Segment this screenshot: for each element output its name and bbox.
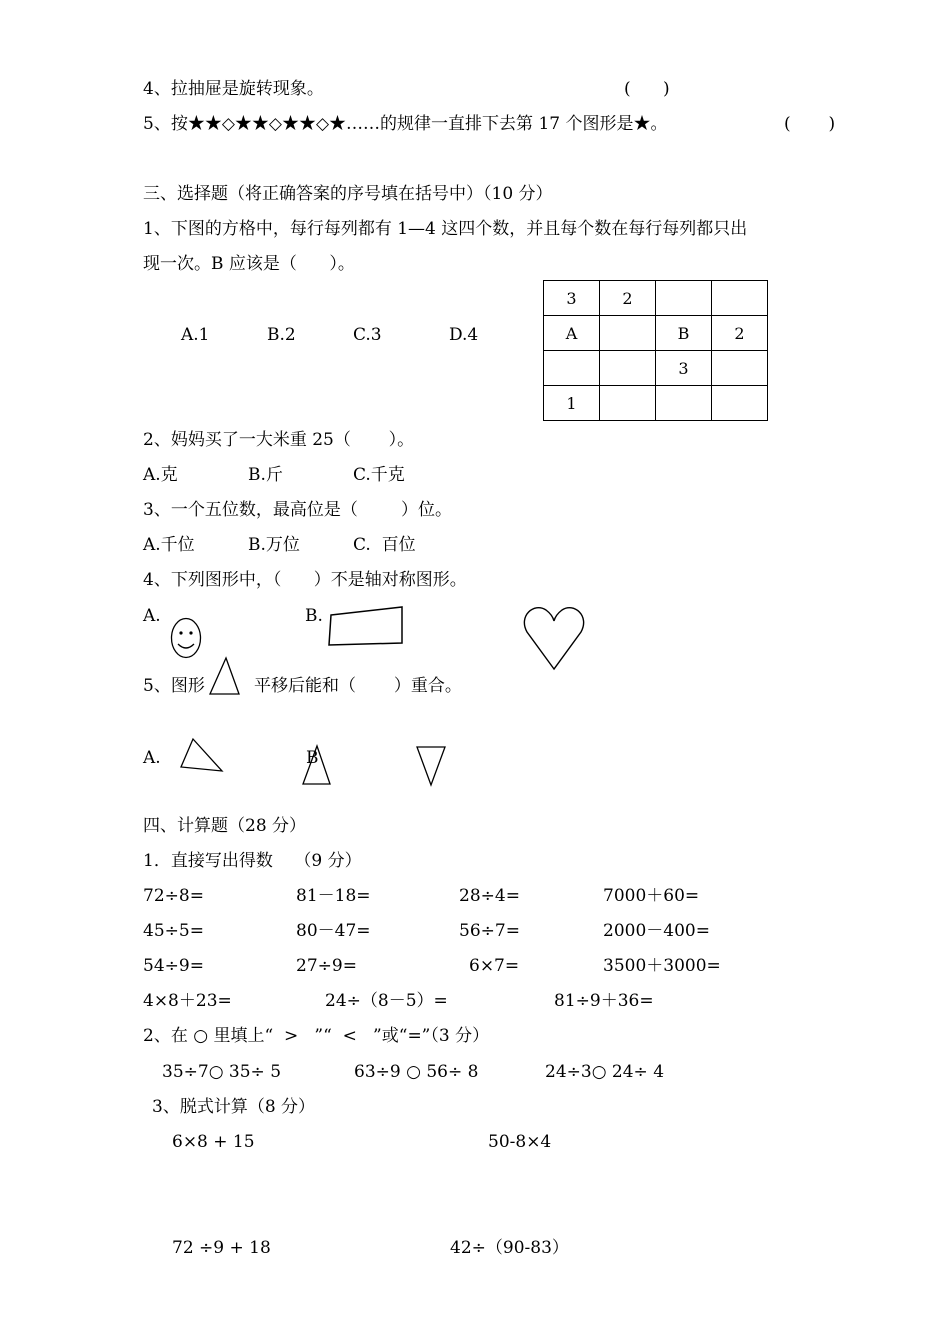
calc-item: 27÷9= [296,956,357,976]
grid-cell [712,351,768,386]
calc-heading: 四、计算题（28 分） [143,816,307,836]
grid-cell: A [544,316,600,351]
choice-q2: 2、妈妈买了一大米重 25（ ）。 [143,430,415,450]
compare-item[interactable]: 24÷3○ 24÷ 4 [545,1062,665,1082]
choice-q3-option-c[interactable]: C. 百位 [353,535,416,555]
calc-item: 7000＋60= [603,886,700,906]
judge-q4-answer-paren[interactable]: ( ) [624,79,670,99]
judge-q4: 4、拉抽屉是旋转现象。 [143,79,324,99]
grid-cell [600,316,656,351]
calc-item: 6×7= [469,956,520,976]
choice-q4: 4、下列图形中，（ ）不是轴对称图形。 [143,570,467,590]
step-calc-item: 6×8 + 15 [172,1132,255,1152]
calc-item: 24÷（8－5）= [325,991,448,1011]
choice-q5-option-a-label[interactable]: A. [143,748,161,768]
choice-q2-option-a[interactable]: A.克 [143,465,178,485]
choice-q1-option-a[interactable]: A.1 [181,325,210,345]
calc-item: 2000－400= [603,921,710,941]
grid-row [544,281,768,316]
calc-sub3: 3、脱式计算（8 分） [152,1097,316,1117]
choice-q4-option-b-label[interactable]: B. [305,606,323,626]
choice-q1-option-c[interactable]: C.3 [353,325,382,345]
grid-cell: B [656,316,712,351]
grid-cell [600,351,656,386]
choice-q2-option-b[interactable]: B.斤 [248,465,283,485]
rotated-triangle-shape [178,737,226,773]
choice-q1-option-b[interactable]: B.2 [267,325,296,345]
calc-item: 3500＋3000= [603,956,721,976]
choice-q5-suffix: 平移后能和（ ）重合。 [254,676,462,696]
calc-item: 81－18= [296,886,371,906]
smiley-face-icon [170,617,202,659]
calc-sub2: 2、在 ○ 里填上“ > ”“ < ”或“=”（3 分） [143,1026,490,1046]
calc-item: 54÷9= [143,956,204,976]
step-calc-item: 42÷（90-83） [450,1238,569,1258]
judge-q5: 5、按★★◇★★◇★★◇★……的规律一直排下去第 17 个图形是★。 [143,114,668,134]
calc-item: 4×8＋23= [143,991,232,1011]
grid-cell: 3 [656,351,712,386]
choice-q1-option-d[interactable]: D.4 [449,325,479,345]
choice-q2-option-c[interactable]: C.千克 [353,465,405,485]
heart-shape [522,604,586,672]
calc-item: 28÷4= [459,886,520,906]
choice-q5-prefix: 5、图形 [143,676,205,696]
inverted-triangle-shape [414,745,448,787]
grid-row [544,386,768,421]
calc-item: 56÷7= [459,921,520,941]
calc-item: 81÷9＋36= [554,991,654,1011]
choice-q4-option-a-label[interactable]: A. [143,606,161,626]
step-calc-item: 50-8×4 [488,1132,552,1152]
compare-item[interactable]: 35÷7○ 35÷ 5 [162,1062,282,1082]
grid-row [544,316,768,351]
grid-cell: 2 [600,281,656,316]
calc-item: 45÷5= [143,921,204,941]
grid-cell [544,351,600,386]
number-grid [543,280,768,421]
calc-item: 80－47= [296,921,371,941]
grid-cell [600,386,656,421]
choice-q5-option-b-label[interactable]: B [306,748,319,768]
step-calc-item: 72 ÷9 + 18 [172,1238,271,1258]
calc-sub1: 1．直接写出得数 （9 分） [143,851,362,871]
triangle-shape [207,656,241,696]
trapezoid-shape [327,605,405,647]
grid-row [544,351,768,386]
judge-q5-answer-paren[interactable]: ( ) [784,114,836,134]
choice-q3-option-a[interactable]: A.千位 [143,535,195,555]
choice-q1-line2: 现一次。B 应该是（ ）。 [143,254,355,274]
choice-q1-line1: 1、下图的方格中，每行每列都有 1—4 这四个数，并且每个数在每行每列都只出 [143,219,748,239]
grid-cell: 3 [544,281,600,316]
choice-heading: 三、选择题（将正确答案的序号填在括号中）（10 分） [143,184,553,204]
grid-cell [656,386,712,421]
compare-item[interactable]: 63÷9 ○ 56÷ 8 [354,1062,479,1082]
grid-cell [656,281,712,316]
upright-triangle-shape [300,744,334,786]
choice-q3: 3、一个五位数，最高位是（ ）位。 [143,500,453,520]
calc-item: 72÷8= [143,886,204,906]
grid-cell: 1 [544,386,600,421]
grid-cell: 2 [712,316,768,351]
choice-q3-option-b[interactable]: B.万位 [248,535,300,555]
grid-cell [712,281,768,316]
grid-cell [712,386,768,421]
